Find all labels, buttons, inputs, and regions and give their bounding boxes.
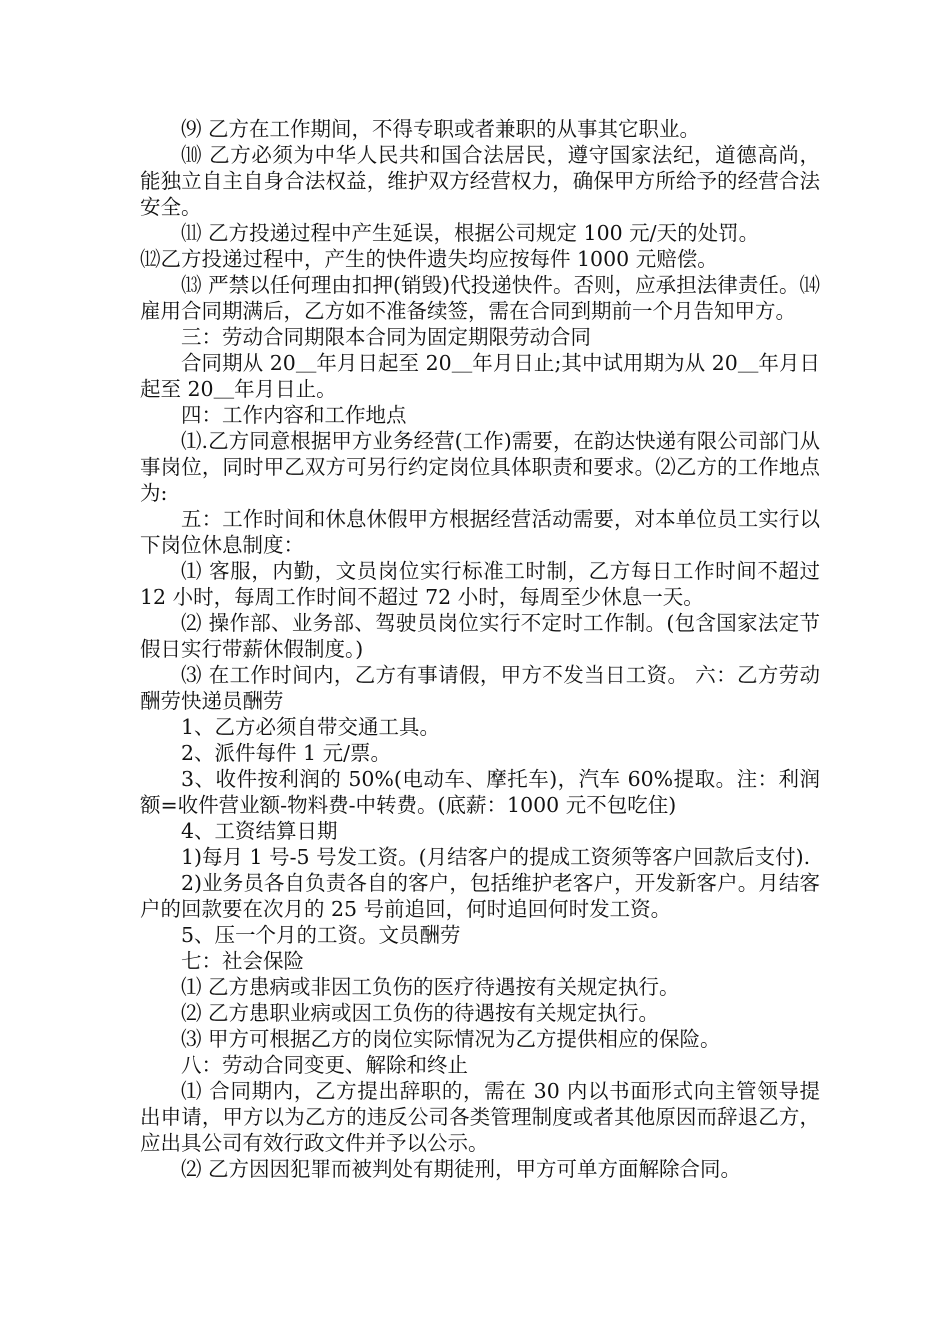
list-item: 2、派件每件 1 元/票。: [181, 741, 392, 765]
list-item: 3、收件按利润的 50%(电动车、摩托车)，汽车 60%提取。注：利润额=收件营业额-物料费-中转费。(底薪：1000 元不包吃住): [140, 767, 820, 817]
paragraph: ⑶ 在工作时间内，乙方有事请假，甲方不发当日工资。 六：乙方劳动酬劳快递员酬劳: [140, 663, 820, 713]
paragraph: ⑵ 乙方因因犯罪而被判处有期徒刑，甲方可单方面解除合同。: [181, 1157, 742, 1181]
section-heading: 七：社会保险: [181, 949, 304, 973]
paragraph: 合同期从 20＿年月日起至 20＿年月日止;其中试用期为从 20＿年月日起至 20＿年月日止。: [140, 351, 820, 401]
paragraph: ⑴ 合同期内，乙方提出辞职的，需在 30 内以书面形式向主管领导提出申请，甲方以为乙方的违反公司各类管理制度或者其他原因而辞退乙方，应出具公司有效行政文件并予以公示。: [140, 1079, 820, 1155]
contract-body: [140, 116, 820, 1182]
paragraph: ⑵ 操作部、业务部、驾驶员岗位实行不定时工作制。(包含国家法定节假日实行带薪休假制度。): [140, 611, 820, 661]
paragraph: ⑽ 乙方必须为中华人民共和国合法居民，遵守国家法纪，道德高尚，能独立自主自身合法权益，维护双方经营权力，确保甲方所给予的经营合法安全。: [140, 143, 820, 219]
list-item: 4、工资结算日期: [181, 819, 338, 843]
section-heading: 三：劳动合同期限本合同为固定期限劳动合同: [181, 325, 591, 349]
paragraph: ⑿乙方投递过程中，产生的快件遗失均应按每件 1000 元赔偿。: [140, 247, 718, 271]
paragraph: ⑵ 乙方患职业病或因工负伤的待遇按有关规定执行。: [181, 1001, 660, 1025]
list-item: 5、压一个月的工资。文员酬劳: [181, 923, 461, 947]
list-item: 2)业务员各自负责各自的客户，包括维护老客户，开发新客户。月结客户的回款要在次月的 25 号前追回，何时追回何时发工资。: [140, 871, 820, 921]
section-heading: 五：工作时间和休息休假甲方根据经营活动需要，对本单位员工实行以下岗位休息制度：: [140, 507, 820, 557]
section-heading: 四：工作内容和工作地点: [181, 403, 407, 427]
paragraph: ⑴ 乙方患病或非因工负伤的医疗待遇按有关规定执行。: [181, 975, 680, 999]
paragraph: ⑶ 甲方可根据乙方的岗位实际情况为乙方提供相应的保险。: [181, 1027, 721, 1051]
list-item: 1、乙方必须自带交通工具。: [181, 715, 441, 739]
paragraph: ⑼ 乙方在工作期间，不得专职或者兼职的从事其它职业。: [181, 117, 701, 141]
list-item: 1)每月 1 号-5 号发工资。(月结客户的提成工资须等客户回款后支付).: [181, 845, 811, 869]
paragraph: ⑴ 客服，内勤，文员岗位实行标准工时制，乙方每日工作时间不超过 12 小时，每周工作时间不超过 72 小时，每周至少休息一天。: [140, 559, 820, 609]
section-heading: 八：劳动合同变更、解除和终止: [181, 1053, 468, 1077]
paragraph: ⑾ 乙方投递过程中产生延误，根据公司规定 100 元/天的处罚。: [181, 221, 760, 245]
paragraph: ⒀ 严禁以任何理由扣押(销毁)代投递快件。否则，应承担法律责任。⒁雇用合同期满后，乙方如不准备续签，需在合同到期前一个月告知甲方。: [140, 273, 820, 323]
paragraph: ⑴.乙方同意根据甲方业务经营(工作)需要，在韵达快递有限公司部门从事岗位，同时甲乙双方可另行约定岗位具体职责和要求。⑵乙方的工作地点为:: [140, 429, 820, 505]
